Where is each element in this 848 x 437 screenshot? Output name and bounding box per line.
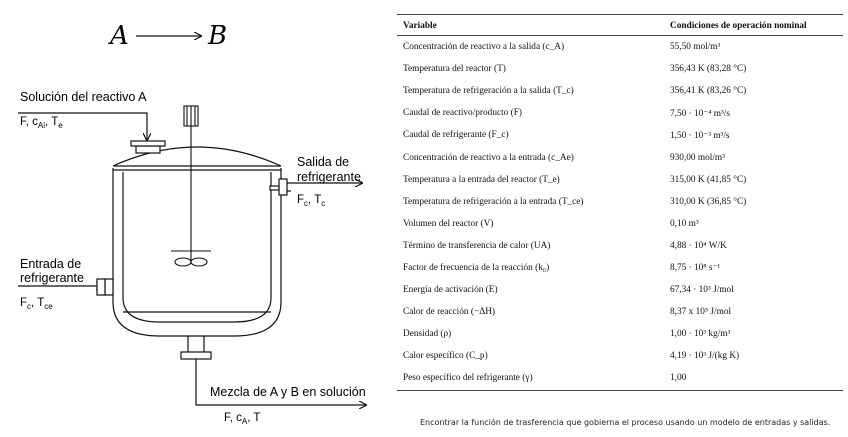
nominal-value-cell: 67,34 · 10³ J/mol bbox=[670, 285, 734, 296]
nominal-value-cell: 1,00 bbox=[664, 367, 843, 390]
variable-cell: Densidad (ρ) bbox=[403, 329, 452, 340]
feed-nozzle bbox=[131, 141, 165, 153]
column-header-nominal: Condiciones de operación nominal bbox=[664, 15, 843, 36]
variable-cell: Temperatura del reactor (T) bbox=[403, 64, 506, 75]
table-row bbox=[397, 257, 843, 279]
variable-cell: Temperatura de refrigeración a la entrada (T_ce) bbox=[403, 196, 584, 207]
operating-conditions-table-container bbox=[397, 14, 843, 391]
feed-label: Solución del reactivo A bbox=[20, 90, 147, 104]
variable-cell: Energía de activación (E) bbox=[403, 285, 498, 296]
table-body bbox=[397, 36, 843, 391]
reactor-diagram bbox=[0, 0, 400, 437]
table-row bbox=[397, 146, 843, 168]
variable-cell: Factor de frecuencia de la reacción (k₀) bbox=[403, 262, 550, 273]
coolant-outlet-variables: $F_c$, $T_c$ bbox=[297, 194, 326, 208]
product-variables: F, $c_A$, T bbox=[224, 412, 261, 426]
table-row bbox=[397, 323, 843, 345]
nominal-value-cell: 55,50 mol/m³ bbox=[670, 42, 721, 53]
nominal-value-cell: 4,88 · 10⁴ W/K bbox=[670, 240, 727, 251]
variable-cell: Concentración de reactivo a la entrada (c_Ae) bbox=[403, 152, 574, 163]
table-row bbox=[397, 279, 843, 301]
nominal-value-cell: 7,50 · 10⁻⁴ m³/s bbox=[670, 108, 731, 119]
coolant-outlet-label-2: refrigerante bbox=[297, 170, 361, 184]
table-row bbox=[397, 345, 843, 367]
nominal-value-cell: 1,50 · 10⁻³ m³/s bbox=[670, 130, 730, 141]
nominal-value-cell: 1,00 · 10³ kg/m³ bbox=[670, 329, 731, 340]
operating-conditions-table bbox=[397, 14, 843, 391]
variable-cell: Concentración de reactivo a la salida (c_A) bbox=[403, 42, 565, 53]
table-row bbox=[397, 58, 843, 80]
variable-cell: Temperatura a la entrada del reactor (T_e) bbox=[403, 174, 560, 185]
table-row bbox=[397, 301, 843, 323]
variable-cell: Calor de reacción (−ΔH) bbox=[403, 307, 496, 318]
table-row bbox=[397, 102, 843, 124]
table-row bbox=[397, 191, 843, 213]
agitator-blade bbox=[175, 258, 191, 266]
table-header-row bbox=[397, 15, 843, 36]
table-row bbox=[397, 367, 843, 390]
reactor-vessel bbox=[113, 147, 281, 336]
table-row bbox=[397, 124, 843, 146]
coolant-inlet-label-1: Entrada de bbox=[20, 257, 82, 271]
product-label: Mezcla de A y B en solución bbox=[210, 385, 366, 399]
reaction-equation bbox=[108, 21, 227, 51]
variable-cell: Término de transferencia de calor (UA) bbox=[403, 240, 551, 251]
variable-cell: Caudal de reactivo/producto (F) bbox=[403, 108, 523, 119]
coolant-inlet-variables: $F_c$, $T_{ce}$ bbox=[20, 297, 53, 311]
feed-variables: F, $c_{Ai}$, $T_e$ bbox=[20, 116, 63, 130]
nominal-value-cell: 8,75 · 10⁸ s⁻¹ bbox=[670, 263, 721, 274]
nominal-value-cell: 356,43 K (83,28 °C) bbox=[670, 64, 747, 75]
coolant-inlet-label-2: refrigerante bbox=[20, 271, 84, 285]
nominal-value-cell: 0,10 m³ bbox=[670, 218, 699, 229]
reactant-symbol: A bbox=[110, 21, 129, 51]
vessel-wall bbox=[123, 172, 271, 322]
nominal-value-cell: 930,00 mol/m³ bbox=[670, 152, 725, 163]
nominal-value-cell: 310,00 K (36,85 °C) bbox=[670, 196, 747, 207]
table-row bbox=[397, 36, 843, 59]
nominal-value-cell: 356,41 K (83,26 °C) bbox=[670, 86, 747, 97]
nominal-value-cell: 315,00 K (41,85 °C) bbox=[670, 174, 747, 185]
variable-cell: Peso específico del refrigerante (γ) bbox=[397, 367, 664, 390]
variable-cell: Calor específico (C_p) bbox=[403, 351, 488, 362]
table-row bbox=[397, 169, 843, 191]
table-row bbox=[397, 213, 843, 235]
variable-cell: Temperatura de refrigeración a la salida (T_c) bbox=[403, 86, 574, 97]
task-instruction: Encontrar la función de trasferencia que gobierna el proceso usando un modelo de entradas y salidas. bbox=[420, 418, 831, 427]
variable-cell: Caudal de refrigerante (F_c) bbox=[403, 130, 509, 141]
column-header-variable: Variable bbox=[397, 15, 664, 36]
table-row bbox=[397, 80, 843, 102]
product-symbol: B bbox=[208, 21, 228, 51]
variable-cell: Volumen del reactor (V) bbox=[403, 218, 494, 229]
nominal-value-cell: 4,19 · 10³ J/(kg K) bbox=[670, 351, 740, 362]
table-row bbox=[397, 235, 843, 257]
cooling-jacket bbox=[113, 168, 281, 336]
agitator bbox=[171, 106, 211, 266]
coolant-outlet-label-1: Salida de bbox=[297, 155, 350, 169]
nominal-value-cell: 8,37 x 10⁵ J/mol bbox=[670, 307, 732, 318]
